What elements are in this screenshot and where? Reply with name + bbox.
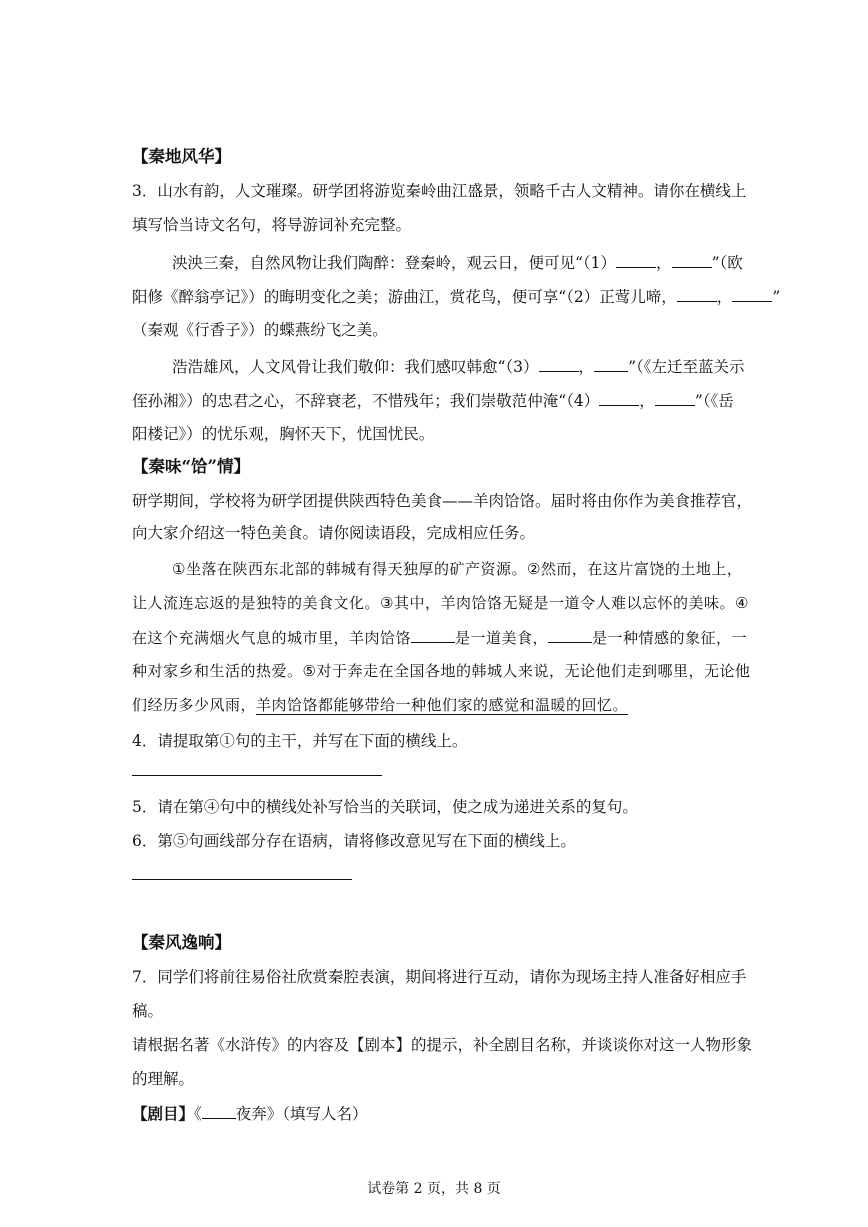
passage-line3: 在这个充满烟火气息的城市里，羊肉饸饹 是一道美食， 是一种情感的象征，一 — [132, 626, 747, 649]
q3-para2-line1: 浩浩雄风，人文风骨让我们敬仰：我们感叹韩愈“（3） ， ”（《左迁至蓝关示 — [172, 355, 745, 378]
q7-prompt-line1: 7．同学们将前往易俗社欣赏秦腔表演，期间将进行互动，请你为现场主持人准备好相应手 — [132, 968, 747, 986]
s2-intro-line2: 向大家介绍这一特色美食。请你阅读语段，完成相应任务。 — [132, 524, 536, 542]
q3-prompt-line2: 填写恰当诗文名句，将导游词补充完整。 — [132, 216, 412, 234]
passage-line2: 让人流连忘返的是独特的美食文化。③其中，羊肉饸饹无疑是一道令人难以忘怀的美味。④ — [132, 594, 749, 612]
answer-blank-1a[interactable] — [616, 251, 656, 268]
page-footer: 试卷第 2 页，共 8 页 — [367, 1181, 501, 1197]
q5-prompt: 5．请在第④句中的横线处补写恰当的关联词，使之成为递进关系的复句。 — [132, 798, 638, 816]
answer-blank-2b[interactable] — [732, 285, 772, 302]
underlined-sentence: 羊肉饸饹都能够带给一种他们家的感觉和温暖的回忆。 — [256, 696, 629, 714]
connective-blank-1[interactable] — [411, 626, 455, 643]
s2-intro-line1: 研学期间，学校将为研学团提供陕西特色美食——羊肉饸饹。届时将由你作为美食推荐官， — [132, 492, 753, 510]
play-title-line: 【剧目】《 夜奔》（填写人名） — [132, 1104, 368, 1123]
q3-para2-line3: 阳楼记》）的忧乐观，胸怀天下，忧国忧民。 — [132, 425, 435, 443]
q7-prompt-line3: 请根据名著《水浒传》的内容及【剧本】的提示，补全剧目名称，并谈谈你对这一人物形象 — [132, 1036, 753, 1054]
answer-blank-2a[interactable] — [677, 285, 717, 302]
passage-line1: ①坐落在陕西东北部的韩城有得天独厚的矿产资源。②然而，在这片富饶的土地上， — [172, 560, 743, 578]
passage-line5: 们经历多少风雨，羊肉饸饹都能够带给一种他们家的感觉和温暖的回忆。 — [132, 696, 629, 714]
connective-blank-2[interactable] — [548, 626, 592, 643]
answer-blank-3a[interactable] — [539, 355, 579, 372]
section-title-qindi: 【秦地风华】 — [132, 147, 231, 166]
section-title-qinwei: 【秦味“饸”情】 — [132, 457, 250, 476]
q4-prompt: 4．请提取第①句的主干，并写在下面的横线上。 — [132, 732, 468, 750]
q6-answer-line[interactable] — [132, 879, 352, 880]
answer-blank-3b[interactable] — [594, 355, 628, 372]
q3-para2-line2: 侄孙湘》）的忠君之心，不辞衰老，不惜残年；我们崇敬范仲淹“（4） ， ”（《岳 — [132, 389, 734, 412]
passage-line4: 种对家乡和生活的热爱。⑤对于奔走在全国各地的韩城人来说，无论他们走到哪里，无论他 — [132, 662, 751, 680]
q7-prompt-line2: 稿。 — [132, 1002, 164, 1020]
q3-prompt-line1: 3．山水有韵，人文璀璨。研学团将游览秦岭曲江盛景，领略千古人文精神。请你在横线上 — [132, 182, 747, 200]
character-name-blank[interactable] — [202, 1102, 236, 1119]
answer-blank-4b[interactable] — [655, 389, 695, 406]
q4-answer-line[interactable] — [132, 775, 382, 776]
answer-blank-1b[interactable] — [672, 251, 712, 268]
q3-para1-line2: 阳修《醉翁亭记》）的晦明变化之美；游曲江，赏花鸟，便可享“（2）正莺儿啼， ， ” — [132, 285, 780, 308]
answer-blank-4a[interactable] — [599, 389, 639, 406]
q6-prompt: 6．第⑤句画线部分存在语病，请将修改意见写在下面的横线上。 — [132, 832, 576, 850]
q3-para1-line1: 泱泱三秦，自然风物让我们陶醉：登秦岭，观云日，便可见“（1） ， ”（欧 — [172, 251, 743, 274]
section-title-qinfeng: 【秦风逸响】 — [132, 933, 231, 952]
q3-para1-line3: （秦观《行香子》）的蝶燕纷飞之美。 — [132, 321, 388, 339]
q7-prompt-line4: 的理解。 — [132, 1070, 195, 1088]
